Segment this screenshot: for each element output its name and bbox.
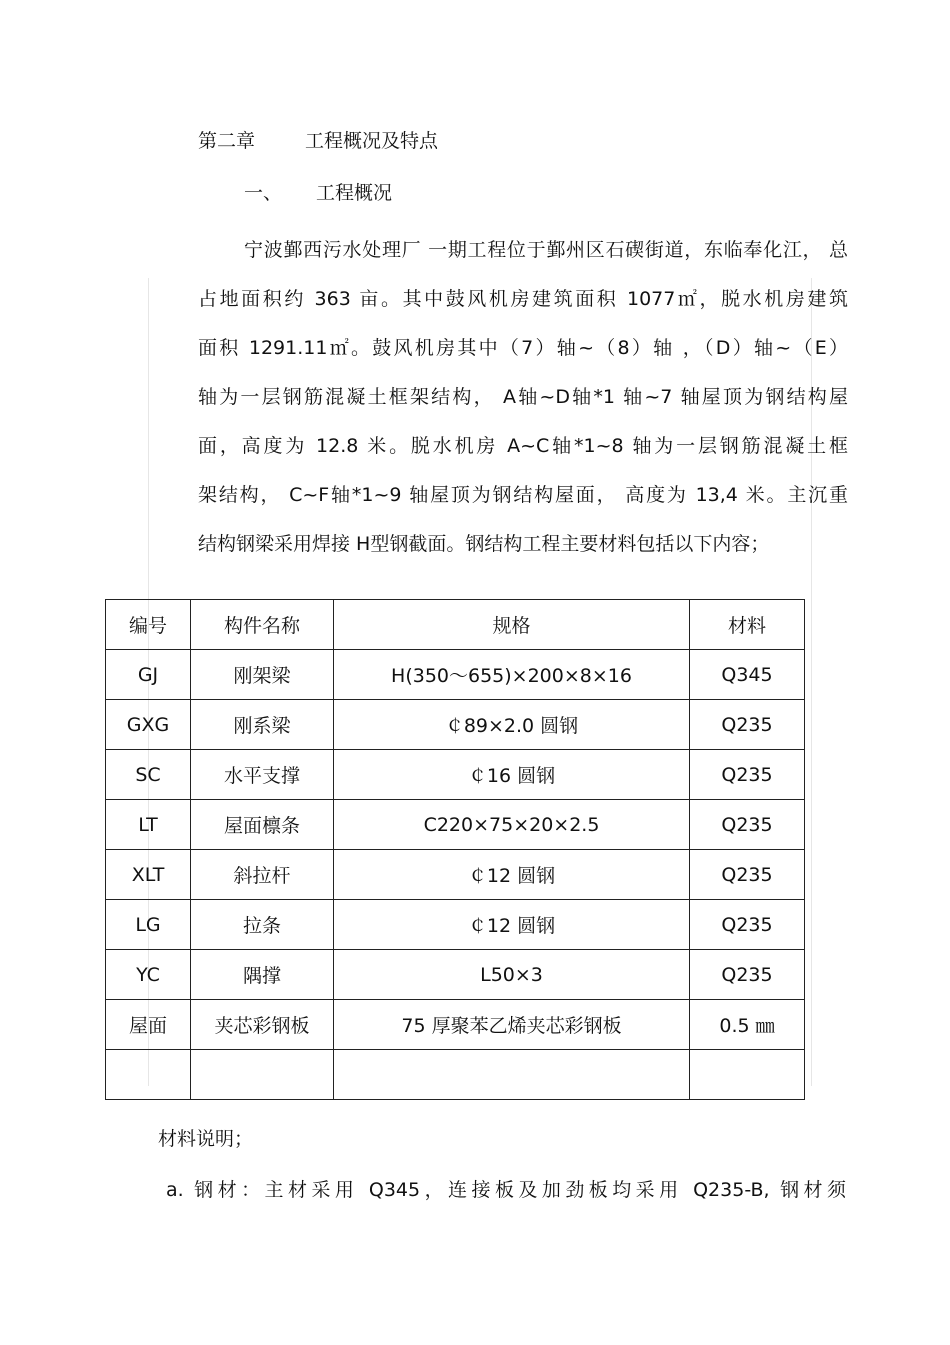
cell-name: 刚架梁 — [191, 650, 334, 700]
cell-id: GXG — [106, 700, 191, 750]
paragraph-line: 宁波鄞西污水处理厂 一期工程位于鄞州区石碶街道，东临奉化江， 总 — [244, 239, 848, 261]
cell-id: LT — [106, 800, 191, 850]
cell-name: 水平支撑 — [191, 750, 334, 800]
cell-id: 屋面 — [106, 1000, 191, 1050]
table-row — [106, 700, 805, 750]
table-row — [106, 950, 805, 1000]
cell-material: 0.5 ㎜ — [690, 1000, 805, 1050]
cell-id: XLT — [106, 850, 191, 900]
table-row — [106, 750, 805, 800]
header-cell-spec: 规格 — [334, 600, 690, 650]
chapter-title: 工程概况及特点 — [305, 130, 439, 152]
paragraph-line: 轴为一层钢筋混凝土框架结构， A轴~D轴*1 轴~7 轴屋顶为钢结构屋 — [198, 386, 848, 408]
table-header-row — [106, 600, 805, 650]
paragraph-line: 面积 1291.11㎡。鼓风机房其中（7）轴~（8）轴 ，（D）轴~（E） — [198, 337, 848, 359]
table-row — [106, 1000, 805, 1050]
cell-id — [106, 1050, 191, 1100]
cell-material: Q345 — [690, 650, 805, 700]
cell-spec: H(350～655)×200×8×16 — [334, 650, 690, 700]
cell-material: Q235 — [690, 800, 805, 850]
cell-spec: ￠12 圆钢 — [334, 850, 690, 900]
paragraph-line: 结构钢梁采用焊接 H型钢截面。钢结构工程主要材料包括以下内容； — [198, 533, 770, 555]
materials-notes-title: 材料说明； — [158, 1128, 254, 1150]
cell-material: Q235 — [690, 850, 805, 900]
cell-name: 拉条 — [191, 900, 334, 950]
cell-material: Q235 — [690, 750, 805, 800]
section-title: 工程概况 — [316, 182, 393, 204]
table-row — [106, 850, 805, 900]
table-row-empty — [106, 1050, 805, 1100]
cell-spec: L50×3 — [334, 950, 690, 1000]
materials-notes-line: a. 钢材：主材采用 Q345，连接板及加劲板均采用 Q235-B, 钢材须 — [166, 1179, 846, 1201]
table-row — [106, 650, 805, 700]
header-cell-id: 编号 — [106, 600, 191, 650]
cell-id: SC — [106, 750, 191, 800]
cell-name: 斜拉杆 — [191, 850, 334, 900]
header-cell-material: 材料 — [690, 600, 805, 650]
cell-spec: ￠16 圆钢 — [334, 750, 690, 800]
section-number: 一、 — [244, 182, 283, 204]
cell-spec: 75 厚聚苯乙烯夹芯彩钢板 — [334, 1000, 690, 1050]
cell-name — [191, 1050, 334, 1100]
paragraph-line: 架结构， C~F轴*1~9 轴屋顶为钢结构屋面， 高度为 13,4 米。主沉重 — [198, 484, 848, 506]
cell-material — [690, 1050, 805, 1100]
materials-table — [105, 599, 805, 1100]
table-row — [106, 900, 805, 950]
cell-name: 刚系梁 — [191, 700, 334, 750]
chapter-heading — [198, 126, 438, 153]
cell-material: Q235 — [690, 900, 805, 950]
paragraph-line: 占地面积约 363 亩。其中鼓风机房建筑面积 1077㎡，脱水机房建筑 — [198, 288, 848, 310]
overview-paragraph — [198, 226, 848, 569]
section-heading — [244, 178, 392, 205]
cell-spec — [334, 1050, 690, 1100]
cell-name: 夹芯彩钢板 — [191, 1000, 334, 1050]
cell-name: 屋面檩条 — [191, 800, 334, 850]
chapter-number: 第二章 — [198, 130, 256, 152]
cell-id: YC — [106, 950, 191, 1000]
cell-material: Q235 — [690, 950, 805, 1000]
cell-id: GJ — [106, 650, 191, 700]
paragraph-line: 面，高度为 12.8 米。脱水机房 A~C轴*1~8 轴为一层钢筋混凝土框 — [198, 435, 848, 457]
cell-spec: ￠12 圆钢 — [334, 900, 690, 950]
cell-material: Q235 — [690, 700, 805, 750]
cell-spec: ￠89×2.0 圆钢 — [334, 700, 690, 750]
cell-name: 隅撑 — [191, 950, 334, 1000]
cell-spec: C220×75×20×2.5 — [334, 800, 690, 850]
header-cell-name: 构件名称 — [191, 600, 334, 650]
cell-id: LG — [106, 900, 191, 950]
table-row — [106, 800, 805, 850]
